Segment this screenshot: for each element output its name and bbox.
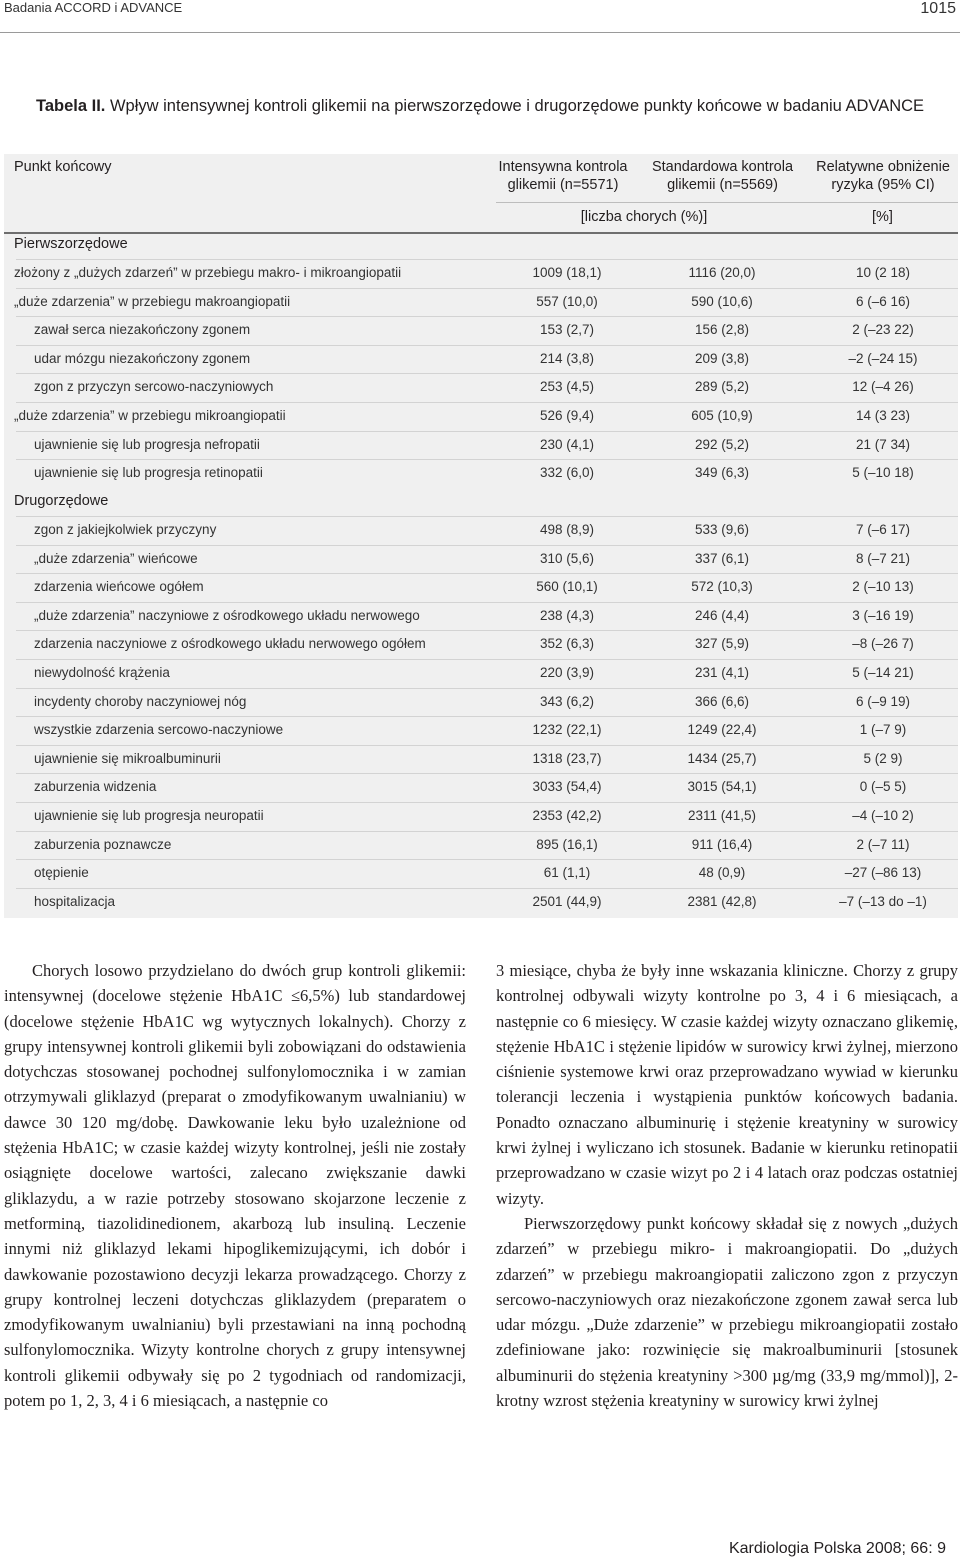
risk-reduction-value: 12 (–4 26): [852, 379, 914, 395]
risk-reduction-value: –8 (–26 7): [852, 636, 914, 652]
standard-value: 337 (6,1): [694, 550, 750, 566]
header-endpoint: Punkt końcowy: [14, 159, 112, 175]
row-label: „duże zdarzenia” wieńcowe: [34, 550, 198, 566]
intensive-value: 2353 (42,2): [532, 808, 602, 823]
risk-reduction-value: 3 (–16 19): [852, 607, 914, 623]
standard-value: 349 (6,3): [694, 465, 750, 481]
running-head: Badania ACCORD i ADVANCE: [4, 0, 183, 15]
standard-value: 2311 (41,5): [687, 808, 757, 823]
row-label: zdarzenia naczyniowe z ośrodkowego układu nerwowego ogółem: [34, 636, 426, 652]
row-divider: [16, 345, 958, 346]
risk-reduction-value: –2 (–24 15): [848, 350, 918, 366]
row-divider: [16, 802, 958, 803]
body-right-paragraph-1: 3 miesiące, chyba że były inne wskazania kliniczne. Chorzy z grupy kontrolnej odbywali wizyty kontrolne po 3, 4 i 6 miesiącach, a następnie co 6 miesięcy. W czasie każdej wizyty oznaczano glikemię, stężenie HbA1C i stężenie lipidów w surowicy krwi żylnej, mierzono ciśnienie systemowe krwi oraz przeprowadzano wywiad w kierunku tolerancji leczenia i wystąpienia punktów końcowych badania. Ponadto oznaczano albuminurię i stężenie kreatyniny w surowicy krwi żylnej i wyliczano ich stosunek. Badanie w kierunku retinopatii przeprowadzano w czasie wizyt po 2 i 4 latach oraz podczas ostatniej wizyty.: [496, 961, 958, 1208]
row-label: zdarzenia wieńcowe ogółem: [34, 579, 204, 595]
intensive-value: 220 (3,9): [539, 665, 595, 680]
standard-value: 246 (4,4): [694, 607, 750, 623]
row-label: zgon z jakiejkolwiek przyczyny: [34, 522, 217, 537]
header-risk-line2: ryzyka (95% CI): [831, 177, 935, 193]
intensive-value: 214 (3,8): [539, 350, 595, 366]
risk-reduction-value: 7 (–6 17): [855, 522, 911, 537]
risk-reduction-value: 2 (–10 13): [852, 579, 914, 595]
standard-value: 590 (10,6): [691, 293, 753, 309]
standard-value: 911 (16,4): [691, 836, 753, 852]
body-right-paragraph-2: Pierwszorzędowy punkt końcowy składał się z nowych „dużych zdarzeń” w przebiegu mikro- i makroangiopatii. Do „dużych zdarzeń” w przebiegu makroangiopatii zaliczono zgon z przyczyn sercowo-naczyniowych oraz niezakończone zgonem zawał serca lub udar mózgu. „Duże zdarzenie” w przebiegu mikroangiopatii zostało zdefiniowane jako: rozwinięcie się makroalbuminurii [stosunek albuminurii do stężenia kreatyniny >300 µg/mg (33,9 mg/mmol)], 2-krotny wzrost stężenia kreatyniny w surowicy krwi żylnej: [496, 1213, 958, 1411]
standard-value: 366 (6,6): [694, 693, 750, 709]
row-label: „duże zdarzenia” w przebiegu makroangiopatii: [14, 293, 291, 309]
section-secondary: Drugorzędowe: [14, 493, 109, 509]
header-rule: [4, 232, 958, 234]
intensive-value: 498 (8,9): [539, 522, 595, 537]
risk-reduction-value: –4 (–10 2): [852, 808, 914, 823]
risk-reduction-value: –27 (–86 13): [844, 865, 922, 881]
intensive-value: 560 (10,1): [536, 579, 598, 595]
risk-reduction-value: 5 (–10 18): [852, 465, 914, 481]
standard-value: 1116 (20,0): [688, 265, 756, 280]
row-label: hospitalizacja: [34, 893, 116, 909]
intensive-value: 3033 (54,4): [532, 779, 602, 795]
standard-value: 1434 (25,7): [687, 750, 757, 766]
risk-reduction-value: 6 (–6 16): [855, 293, 911, 309]
intensive-value: 310 (5,6): [539, 550, 595, 566]
header-risk-line1: Relatywne obniżenie: [816, 159, 950, 175]
row-label: złożony z „dużych zdarzeń” w przebiegu makro- i mikroangiopatii: [14, 265, 402, 280]
row-label: udar mózgu niezakończony zgonem: [34, 350, 251, 366]
table-caption-text: Wpływ intensywnej kontroli glikemii na pierwszorzędowe i drugorzędowe punkty końcowe w badaniu ADVANCE: [105, 97, 925, 115]
standard-value: 48 (0,9): [698, 865, 746, 881]
intensive-value: 2501 (44,9): [532, 893, 602, 909]
header-intensive-line1: Intensywna kontrola: [498, 159, 628, 175]
row-label: „duże zdarzenia” naczyniowe z ośrodkowego układu nerwowego: [34, 607, 420, 623]
table-caption: [36, 93, 936, 120]
row-label: ujawnienie się lub progresja neuropatii: [34, 808, 264, 823]
row-divider: [16, 459, 958, 460]
row-divider: [16, 545, 958, 546]
section-primary: Pierwszorzędowe: [14, 236, 128, 252]
row-divider: [16, 716, 958, 717]
intensive-value: 526 (9,4): [539, 408, 595, 423]
row-divider: [16, 630, 958, 631]
header-standard-line1: Standardowa kontrola: [651, 159, 794, 175]
body-left-column: [4, 958, 466, 1413]
intensive-value: 895 (16,1): [536, 836, 598, 852]
row-divider: [16, 745, 958, 746]
row-label: ujawnienie się lub progresja retinopatii: [34, 465, 263, 481]
risk-reduction-value: 2 (–7 11): [856, 836, 910, 852]
page-number: 1015: [920, 0, 956, 17]
risk-reduction-value: 5 (–14 21): [852, 665, 914, 680]
row-label: „duże zdarzenia” w przebiegu mikroangiopatii: [14, 408, 286, 423]
row-label: zgon z przyczyn sercowo-naczyniowych: [34, 379, 274, 395]
standard-value: 2381 (42,8): [687, 893, 757, 909]
intensive-value: 1318 (23,7): [532, 750, 602, 766]
header-risk-reduction: [808, 158, 958, 194]
row-label: niewydolność krążenia: [34, 665, 170, 680]
row-divider: [16, 602, 958, 603]
standard-value: 156 (2,8): [694, 322, 750, 338]
intensive-value: 153 (2,7): [539, 322, 595, 338]
body-left-paragraph: Chorych losowo przydzielano do dwóch grup kontroli glikemii: intensywnej (docelowe stężenie HbA1C ≤6,5%) lub standardowej (docelowe stężenie HbA1C wg wytycznych lokalnych). Chorzy z grupy intensywnej kontroli glikemii byli zobowiązani do odstawienia dotychczas stosowanej pochodnej sulfonylomocznika i w zamian otrzymywali gliklazyd (preparat o zmodyfikowanym uwalnianiu) w dawce 30 120 mg/dobę. Dawkowanie leku było uzależnione od stężenia HbA1C; w czasie każdej wizyty kontrolnej, jeśli nie zostały osiągnięte docelowe wartości, zalecano zwiększanie dawki gliklazydu, a w razie potrzeby stosowano skojarzone leczenie z metforminą, tiazolidinedionem, akarbozą lub insuliną. Leczenie innymi niż gliklazyd lekami hipoglikemizującymi, ich dobór i dawkowanie pozostawiono decyzji lekarza prowadzącego. Chorzy z grupy kontrolnej leczeni dotychczas gliklazydem (preparatem o zmodyfikowanym uwalnianiu) byli przestawiani na inną pochodną sulfonylomocznika. Wizyty kontrolne chorych z grupy intensywnej kontroli glikemii odbywały się po 2 tygodniach od randomizacji, potem po 1, 2, 3, 4 i 6 miesiącach, a następnie co: [4, 961, 466, 1411]
row-label: otępienie: [34, 865, 89, 881]
row-label: ujawnienie się lub progresja nefropatii: [34, 436, 260, 452]
intensive-value: 332 (6,0): [539, 465, 595, 481]
row-divider: [16, 431, 958, 432]
standard-value: 327 (5,9): [694, 636, 750, 652]
row-divider: [16, 316, 958, 317]
risk-reduction-value: 14 (3 23): [855, 408, 911, 423]
header-intensive-line2: glikemii (n=5571): [507, 177, 619, 193]
risk-reduction-value: 6 (–9 19): [855, 693, 911, 709]
row-divider: [16, 831, 958, 832]
row-label: wszystkie zdarzenia sercowo-naczyniowe: [34, 722, 284, 738]
intensive-value: 1009 (18,1): [532, 265, 602, 280]
risk-reduction-value: 5 (2 9): [863, 750, 903, 766]
risk-reduction-value: 10 (2 18): [855, 265, 911, 280]
header-intensive: [488, 158, 638, 194]
row-divider: [16, 859, 958, 860]
intensive-value: 1232 (22,1): [532, 722, 602, 738]
intensive-value: 343 (6,2): [539, 693, 595, 709]
header-standard: [645, 158, 800, 194]
row-divider: [16, 573, 958, 574]
page-header: [0, 0, 960, 33]
standard-value: 3015 (54,1): [687, 779, 757, 795]
risk-reduction-value: 21 (7 34): [855, 436, 911, 452]
risk-reduction-value: 1 (–7 9): [859, 722, 907, 738]
row-label: incydenty choroby naczyniowej nóg: [34, 693, 247, 709]
header-units-counts: [liczba chorych (%)]: [580, 209, 708, 225]
row-divider: [16, 888, 958, 889]
row-divider: [16, 373, 958, 374]
standard-value: 209 (3,8): [694, 350, 750, 366]
standard-value: 572 (10,3): [691, 579, 753, 595]
standard-value: 1249 (22,4): [687, 722, 757, 738]
results-table: [4, 154, 958, 918]
row-divider: [16, 402, 958, 403]
row-divider: [16, 659, 958, 660]
row-divider: [16, 259, 958, 260]
row-label: zawał serca niezakończony zgonem: [34, 322, 251, 338]
row-divider: [16, 288, 958, 289]
intensive-value: 230 (4,1): [539, 436, 595, 452]
intensive-value: 253 (4,5): [539, 379, 595, 395]
risk-reduction-value: –7 (–13 do –1): [839, 893, 927, 909]
row-label: ujawnienie się mikroalbuminurii: [34, 750, 221, 766]
risk-reduction-value: 2 (–23 22): [852, 322, 914, 338]
intensive-value: 238 (4,3): [539, 607, 595, 623]
row-divider: [16, 516, 958, 517]
standard-value: 533 (9,6): [694, 522, 750, 537]
row-label: zaburzenia poznawcze: [34, 836, 172, 852]
row-divider: [16, 688, 958, 689]
row-label: zaburzenia widzenia: [34, 779, 157, 795]
standard-value: 605 (10,9): [691, 408, 753, 423]
header-units-percent: [%]: [872, 209, 893, 225]
intensive-value: 557 (10,0): [536, 293, 598, 309]
header-divider: [496, 202, 958, 203]
standard-value: 289 (5,2): [694, 379, 750, 395]
row-divider: [16, 773, 958, 774]
header-standard-line2: glikemii (n=5569): [667, 177, 778, 193]
standard-value: 292 (5,2): [694, 436, 750, 452]
risk-reduction-value: 8 (–7 21): [855, 550, 911, 566]
intensive-value: 61 (1,1): [543, 865, 591, 881]
risk-reduction-value: 0 (–5 5): [859, 779, 907, 795]
table-caption-label: Tabela II.: [36, 97, 106, 115]
intensive-value: 352 (6,3): [539, 636, 595, 652]
journal-footer: Kardiologia Polska 2008; 66: 9: [728, 1540, 946, 1557]
standard-value: 231 (4,1): [694, 665, 750, 680]
body-right-column: [496, 958, 958, 1413]
